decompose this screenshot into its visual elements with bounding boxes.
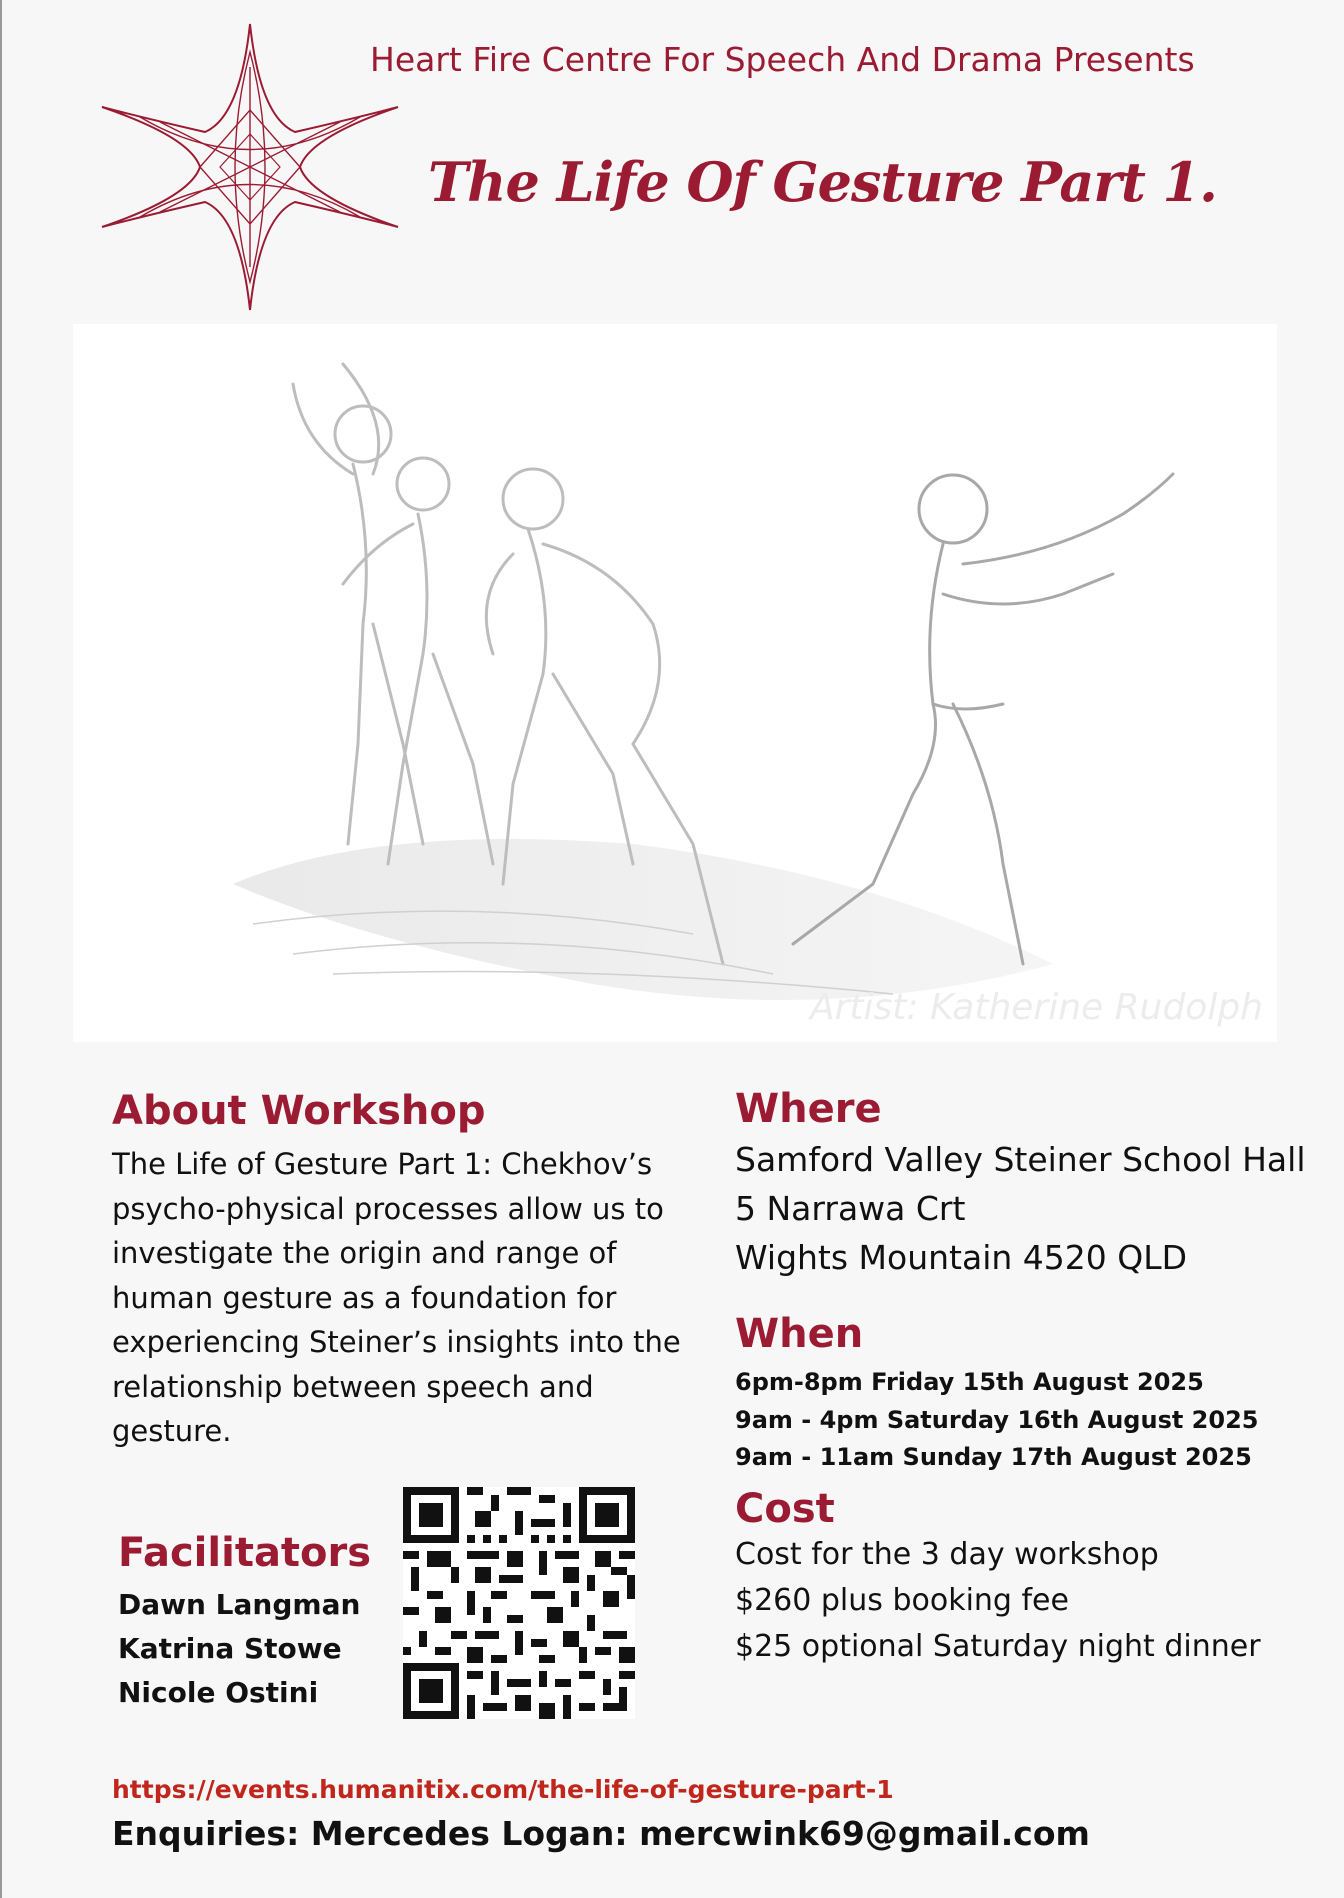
cost-intro: Cost for the 3 day workshop — [735, 1537, 1159, 1572]
cost-price: $260 plus booking fee — [735, 1583, 1069, 1618]
page-edge-divider — [0, 0, 2, 1898]
when-friday: 6pm-8pm Friday 15th August 2025 — [735, 1368, 1204, 1396]
cost-dinner: $25 optional Saturday night dinner — [735, 1629, 1261, 1664]
qr-code-icon[interactable] — [403, 1487, 635, 1719]
presenter-line: Heart Fire Centre For Speech And Drama Presents — [370, 40, 1195, 79]
cost-heading: Cost — [735, 1486, 835, 1532]
about-body: The Life of Gesture Part 1: Chekhov’s psycho-physical processes allow us to investigate the origin and range of human gesture as a foundation for experiencing Steiner’s insights into the relationship between speech and gesture. — [112, 1147, 681, 1448]
facilitator-name: Nicole Ostini — [118, 1676, 319, 1709]
facilitator-name: Dawn Langman — [118, 1588, 361, 1621]
about-heading: About Workshop — [112, 1088, 486, 1134]
where-suburb: Wights Mountain 4520 QLD — [735, 1238, 1188, 1277]
booking-link[interactable]: https://events.humanitix.com/the-life-of-gesture-part-1 — [112, 1775, 894, 1804]
artist-credit: Artist: Katherine Rudolph — [809, 987, 1263, 1028]
dancers-illustration — [73, 324, 1277, 1042]
when-saturday: 9am - 4pm Saturday 16th August 2025 — [735, 1406, 1259, 1434]
enquiries-contact: Enquiries: Mercedes Logan: mercwink69@gmail.com — [112, 1814, 1090, 1853]
gesture-sketch-image — [73, 324, 1277, 1042]
when-sunday: 9am - 11am Sunday 17th August 2025 — [735, 1443, 1252, 1471]
page-title: The Life Of Gesture Part 1. — [428, 150, 1217, 214]
facilitators-heading: Facilitators — [118, 1530, 372, 1576]
where-venue: Samford Valley Steiner School Hall — [735, 1140, 1306, 1179]
where-heading: Where — [735, 1086, 882, 1132]
when-heading: When — [735, 1311, 864, 1357]
eight-point-star-logo-icon — [100, 22, 400, 312]
facilitator-name: Katrina Stowe — [118, 1632, 342, 1665]
where-street: 5 Narrawa Crt — [735, 1189, 966, 1228]
